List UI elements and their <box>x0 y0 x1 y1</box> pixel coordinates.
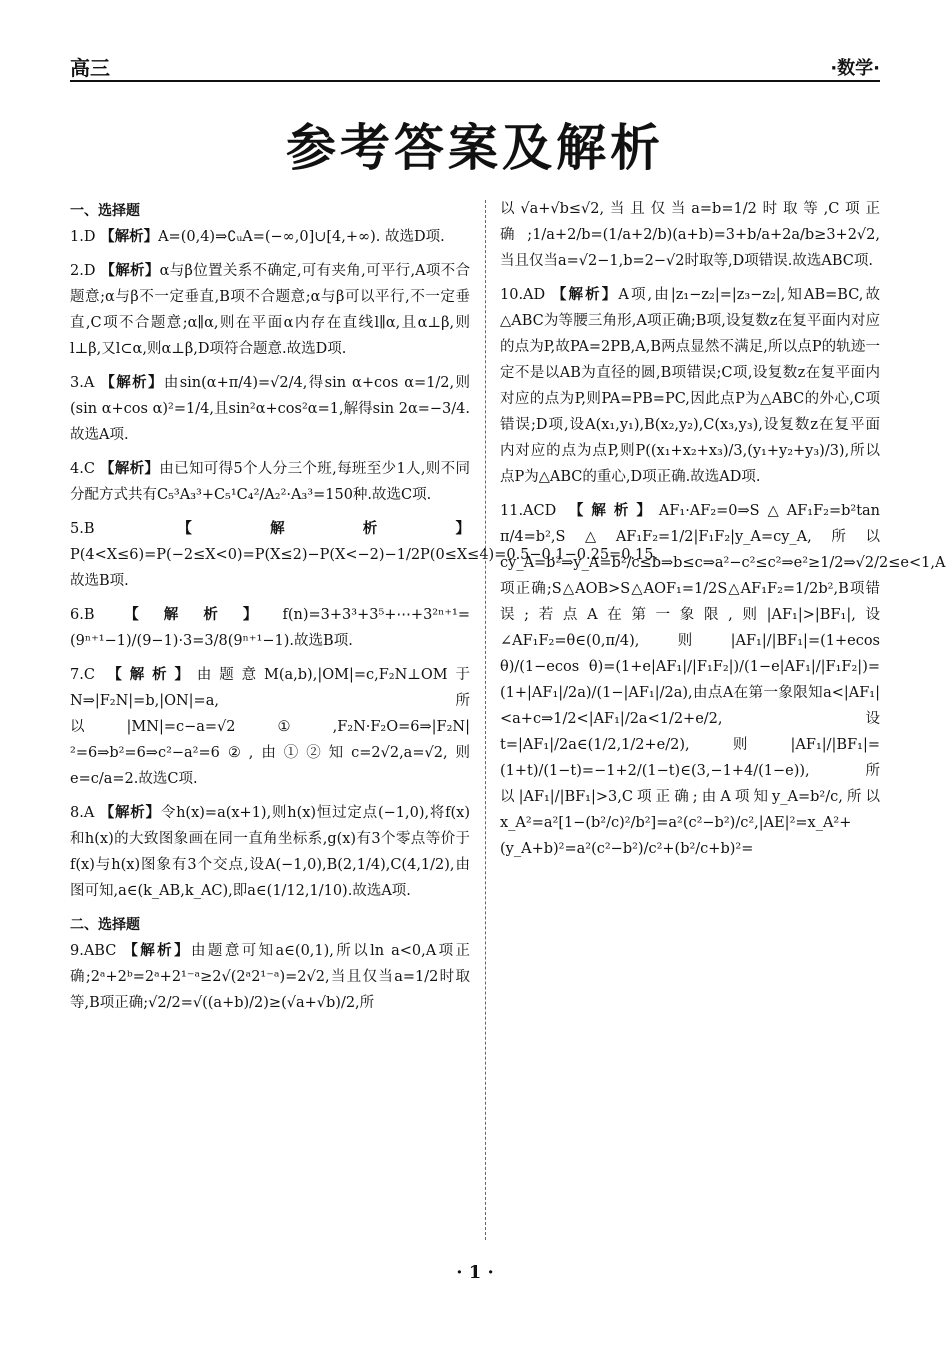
question-8: 8.A 【解析】令h(x)=a(x+1),则h(x)恒过定点(−1,0),将f(x)和h(x)的大致图象画在同一直角坐标系,g(x)有3个零点等价于f(x)与h(x)图象有3个交点,设A(−1,0),B(2,1/4),C(4,1/2),由图可知,a∈(k_AB,k_AC),即a∈(1/12,1/10).故选A项. <box>70 805 471 899</box>
section-heading: 二、选择题 <box>70 917 140 933</box>
question-9: 9.ABC 【解析】由题意可知a∈(0,1),所以ln a<0,A项正确;2ᵃ+2ᵇ=2ᵃ+2¹⁻ᵃ≥2√(2ᵃ2¹⁻ᵃ)=2√2,当且仅当a=1/2时取等,B项正确;√2/2=√((a+b)/2)≥(√a+√b)/2,所 <box>70 943 471 1011</box>
question-1: 1.D 【解析】A=(0,4)⇒∁ᵤA=(−∞,0]∪[4,+∞). 故选D项. <box>70 229 445 245</box>
subject-label: ·数学· <box>830 58 880 79</box>
question-10: 10.AD 【解析】A项,由|z₁−z₂|=|z₃−z₂|,知AB=BC,故△ABC为等腰三角形,A项正确;B项,设复数z在复平面内对应的点为P,故PA=2PB,A,B两点显然不满足,所以点P的轨迹一定不是以AB为直径的圆,B项错误;C项,设复数z在复平面内对应的点为P,则PA=PB=PC,因此点P为△ABC的外心,C项错误;D项,设A(x₁,y₁),B(x₂,y₂),C(x₃,y₃),设复数z在复平面内对应的点为点P,则P((x₁+x₂+x₃)/3,(y₁+y₂+y₃)/3),所以点P为△ABC的重心,D项正确.故选AD项. <box>500 287 881 485</box>
column-divider <box>485 200 486 1240</box>
page-title: 参考答案及解析 <box>286 119 664 177</box>
question-11: 11.ACD 【解析】AF₁·AF₂=0⇒S△AF₁F₂=b²tan π/4=b²,S△AF₁F₂=1/2|F₁F₂|y_A=cy_A,所以cy_A=b²⇒y_A=b²/c≤b⇒b≤c⇒a²−c²≤c²⇒e²≥1/2⇒√2/2≤e<1,A项正确;S△AOB>S△AOF₁=1/2S△AF₁F₂=1/2b²,B项错误;若点A在第一象限,则|AF₁|>|BF₁|,设∠AF₁F₂=θ∈(0,π/4),则|AF₁|/|BF₁|=(1+ecos θ)/(1−ecos θ)=(1+e|AF₁|/|F₁F₂|)/(1−e|AF₁|/|F₁F₂|)=(1+|AF₁|/2a)/(1−|AF₁|/2a),由点A在第一象限知a<|AF₁|<a+c⇒1/2<|AF₁|/2a<1/2+e/2,设t=|AF₁|/2a∈(1/2,1/2+e/2),则|AF₁|/|BF₁|=(1+t)/(1−t)=−1+2/(1−t)∈(3,−1+4/(1−e)),所以|AF₁|/|BF₁|>3,C项正确;由A项知y_A=b²/c,所以x_A²=a²[1−(b²/c)²/b²]=a²(c²−b²)/c²,|AE|²=x_A²+(y_A+b)²=a²(c²−b²)/c²+(b²/c+b)²= <box>500 503 946 857</box>
section-heading: 一、选择题 <box>70 203 140 219</box>
question-6: 6.B 【解析】f(n)=3+3³+3⁵+⋯+3²ⁿ⁺¹=(9ⁿ⁺¹−1)/(9−1)·3=3/8(9ⁿ⁺¹−1).故选B项. <box>70 607 470 649</box>
page-number: · 1 · <box>456 1262 494 1283</box>
left-column <box>70 196 659 1024</box>
question-3: 3.A 【解析】由sin(α+π/4)=√2/4,得sin α+cos α=1/2,则(sin α+cos α)²=1/4,且sin²α+cos²α=1,解得sin 2α=−3/4.故选A项. <box>70 375 471 443</box>
question-2: 2.D 【解析】α与β位置关系不确定,可有夹角,可平行,A项不合题意;α与β不一定垂直,B项不合题意;α与β可以平行,不一定垂直,C项不合题意;α∥α,则在平面α内存在直线l∥α,且α⊥β,则l⊥β,又l⊂α,则α⊥β,D项符合题意.故选D项. <box>70 263 470 357</box>
page-header <box>70 52 880 82</box>
question-7: 7.C 【解析】由题意M(a,b),|OM|=c,F₂N⊥OM于N⇒|F₂N|=b,|ON|=a,所以|MN|=c−a=√2①,F₂N·F₂O=6⇒|F₂N|²=6⇒b²=6⇒c²−a²=6②,由①②知c=2√2,a=√2,则e=c/a=2.故选C项. <box>70 667 471 787</box>
right-column <box>500 196 946 870</box>
question-5: 5.B 【解析】P(4<X≤6)=P(−2≤X<0)=P(X≤2)−P(X<−2)−1/2P(0≤X≤4)=0.5−0.1−0.25=0.15.故选B项. <box>70 521 659 589</box>
grade-label: 高三 <box>70 56 110 80</box>
question-9-continued: 以√a+√b≤√2,当且仅当a=b=1/2时取等,C项正确;1/a+2/b=(1/a+2/b)(a+b)=3+b/a+2a/b≥3+2√2,当且仅当a=√2−1,b=2−√2时取等,D项错误.故选ABC项. <box>500 201 880 269</box>
question-4: 4.C 【解析】由已知可得5个人分三个班,每班至少1人,则不同分配方式共有C₅³A₃³+C₅¹C₄²/A₂²·A₃³=150种.故选C项. <box>70 461 470 503</box>
